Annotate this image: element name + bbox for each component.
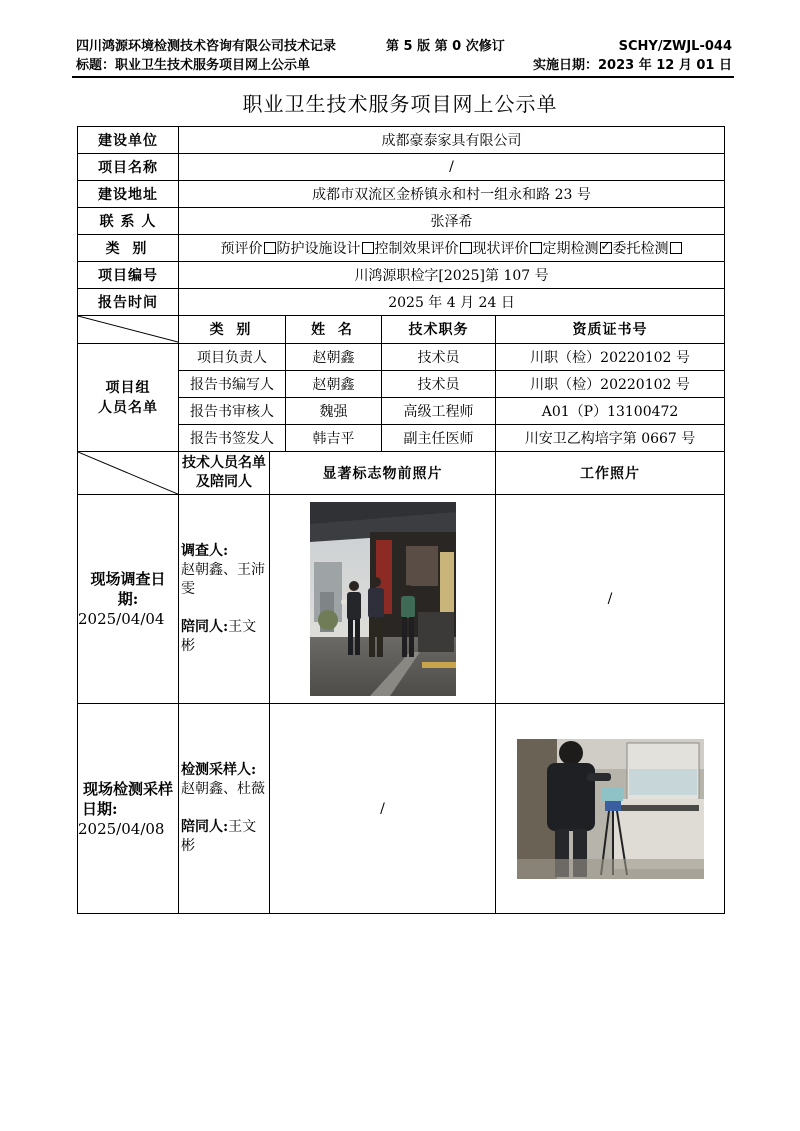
personnel-name: 赵朝鑫 (286, 343, 382, 370)
address-value: 成都市双流区金桥镇永和村一组永和路 23 号 (179, 181, 725, 208)
sampling-landmark-photo: / (270, 704, 496, 914)
sampling-date: 2025/04/08 (78, 819, 165, 838)
checkbox-checked-icon (600, 242, 612, 254)
contact-value: 张泽希 (179, 208, 725, 235)
diagonal-line-icon (78, 316, 178, 342)
category-item-3 (473, 241, 543, 257)
category-name: 防护设施设计 (276, 241, 361, 258)
address-label: 建设地址 (78, 181, 179, 208)
investigator-label: 调查人: (181, 543, 229, 560)
category-label: 类 别 (78, 235, 179, 262)
document-title: 职业卫生技术服务项目网上公示单 (242, 92, 558, 116)
personnel-name: 赵朝鑫 (286, 370, 382, 397)
personnel-row (78, 343, 725, 370)
row-unit (78, 127, 725, 154)
diagonal-cell (78, 451, 179, 494)
personnel-role: 报告书审核人 (179, 397, 286, 424)
sampling-row (78, 704, 725, 914)
row-code (78, 262, 725, 289)
row-report-time (78, 289, 725, 316)
survey-companion (181, 618, 269, 656)
personnel-title: 技术员 (382, 370, 496, 397)
category-item-2 (375, 241, 473, 257)
spacer (181, 599, 269, 618)
personnel-group-label (78, 343, 179, 451)
personnel-name: 韩吉平 (286, 424, 382, 451)
category-name: 现状评价 (472, 241, 529, 258)
col-work-header: 工作照片 (496, 451, 725, 494)
personnel-cert: 川安卫乙构培字第 0667 号 (496, 424, 725, 451)
category-name: 委托检测 (612, 241, 669, 258)
document-code: SCHY/ZWJL-044 (618, 39, 732, 54)
companion-label: 陪同人: (181, 619, 229, 636)
sampler-label: 检测采样人: (181, 762, 257, 779)
personnel-role: 报告书签发人 (179, 424, 286, 451)
companion-label: 陪同人: (181, 819, 229, 836)
personnel-cert: 川职（检）20220102 号 (496, 343, 725, 370)
category-item-4 (543, 241, 613, 257)
header-title: 标题：职业卫生技术服务项目网上公示单 (76, 58, 311, 73)
category-name: 控制效果评价 (374, 241, 459, 258)
code-value: 川鸿源职检字[2025]第 107 号 (179, 262, 725, 289)
personnel-role: 报告书编写人 (179, 370, 286, 397)
personnel-cert: A01（P）13100472 (496, 397, 725, 424)
header-line-2 (76, 57, 732, 75)
header-cert: 资质证书号 (496, 316, 725, 343)
group-label-line-2: 人员名单 (98, 400, 158, 417)
survey-date: 2025/04/04 (78, 610, 165, 629)
personnel-cert: 川职（检）20220102 号 (496, 370, 725, 397)
checkbox-icon (670, 242, 682, 254)
personnel-title: 高级工程师 (382, 397, 496, 424)
header-name: 姓 名 (286, 316, 382, 343)
row-address (78, 181, 725, 208)
investigator-names: 赵朝鑫、王沛雯 (181, 562, 265, 598)
checkbox-icon (362, 242, 374, 254)
col-people-header: 技术人员名单及陪同人 (179, 451, 270, 494)
row-category (78, 235, 725, 262)
row-project (78, 154, 725, 181)
category-name: 预评价 (220, 241, 263, 258)
personnel-name: 魏强 (286, 397, 382, 424)
checkbox-icon (460, 242, 472, 254)
report-time-label: 报告时间 (78, 289, 179, 316)
spacer (181, 799, 269, 818)
group-label-line-1: 项目组 (105, 380, 151, 397)
work-photo-cell (496, 704, 725, 914)
survey-label-line-1: 现场调查日 (90, 570, 166, 589)
contact-label: 联 系 人 (78, 208, 179, 235)
landmark-photo-cell (270, 494, 496, 704)
project-label: 项目名称 (78, 154, 179, 181)
code-label: 项目编号 (78, 262, 179, 289)
company-name: 四川鸿源环境检测技术咨询有限公司技术记录 (76, 39, 337, 54)
landmark-photo (310, 502, 456, 696)
survey-label-line-2: 期: (117, 590, 139, 609)
category-options (179, 235, 725, 262)
unit-label: 建设单位 (78, 127, 179, 154)
checkbox-icon (530, 242, 542, 254)
sampler-names: 赵朝鑫、杜薇 (181, 781, 265, 798)
photo-header-row (78, 451, 725, 494)
category-item-0 (221, 241, 277, 257)
sampling-companion (181, 818, 269, 856)
header-rule (72, 76, 734, 78)
sampling-people (179, 704, 270, 914)
category-item-1 (277, 241, 375, 257)
survey-people (179, 494, 270, 704)
version-info: 第 5 版 第 0 次修订 (386, 39, 505, 54)
sampling-label-line-2: 日期: (82, 799, 118, 818)
diagonal-line-icon (78, 452, 178, 494)
personnel-header-row (78, 316, 725, 343)
category-name: 定期检测 (542, 241, 599, 258)
survey-row (78, 494, 725, 704)
diagonal-cell (78, 316, 179, 343)
row-contact (78, 208, 725, 235)
header-line-1 (76, 38, 732, 56)
col-landmark-header: 显著标志物前照片 (270, 451, 496, 494)
report-time-value: 2025 年 4 月 24 日 (179, 289, 725, 316)
survey-label (78, 494, 179, 704)
category-item-5 (613, 241, 683, 257)
publicity-table (77, 126, 725, 914)
project-value: / (179, 154, 725, 181)
work-photo (517, 739, 704, 879)
sampling-label-line-1: 现场检测采样 (82, 779, 173, 798)
companion-name: 王文彬 (181, 819, 257, 855)
personnel-title: 副主任医师 (382, 424, 496, 451)
header-title: 技术职务 (382, 316, 496, 343)
personnel-title: 技术员 (382, 343, 496, 370)
sampling-label (78, 704, 179, 914)
unit-value: 成都豪泰家具有限公司 (179, 127, 725, 154)
header-role: 类 别 (179, 316, 286, 343)
personnel-role: 项目负责人 (179, 343, 286, 370)
effective-date: 实施日期：2023 年 12 月 01 日 (533, 58, 732, 73)
companion-name: 王文彬 (181, 619, 257, 655)
survey-work-photo: / (496, 494, 725, 704)
checkbox-icon (264, 242, 276, 254)
